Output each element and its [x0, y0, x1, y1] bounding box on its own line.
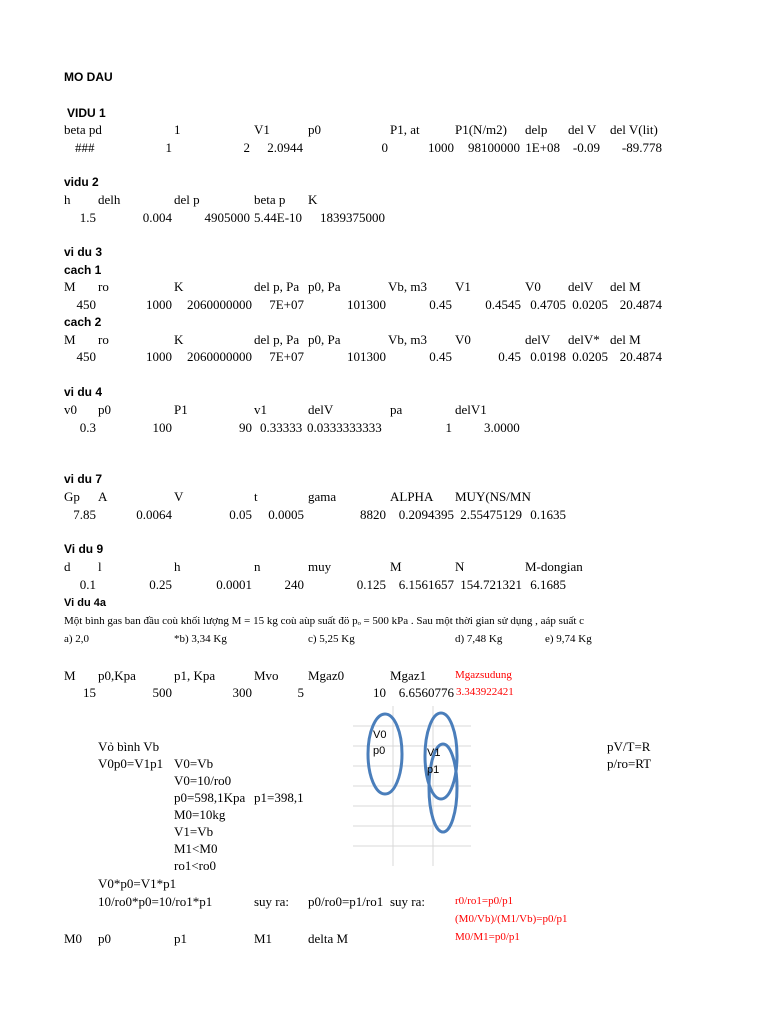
value-cell: 1.5	[79, 210, 96, 225]
note-line: M1<M0	[174, 841, 218, 856]
label-p0: p0	[373, 745, 386, 757]
note-line: suy ra:	[254, 894, 290, 909]
header-cell: V0	[525, 279, 541, 294]
header-cell: p1, Kpa	[174, 668, 216, 683]
value-cell: 10	[373, 685, 386, 700]
note-line: V0=Vb	[174, 756, 214, 771]
choice-b: *b) 3,34 Kg	[174, 633, 227, 645]
note-line: V0p0=V1p1	[98, 756, 164, 771]
header-cell: t	[254, 489, 258, 504]
vidu4a-title: Vi du 4a	[64, 597, 106, 609]
value-cell: 7.85	[73, 507, 96, 522]
value-cell: 20.4874	[619, 349, 662, 364]
vidu7-title: vi du 7	[64, 472, 103, 486]
header-cell: del M	[610, 332, 641, 347]
header-cell: delV	[568, 279, 594, 294]
header-cell: del p, Pa	[254, 332, 300, 347]
header-cell: ALPHA	[390, 489, 434, 504]
note-gas-law-2: p/ro=RT	[607, 756, 652, 771]
header-cell: l	[98, 559, 102, 574]
header-cell: M	[64, 279, 76, 294]
gas-volume-sketch	[353, 706, 471, 866]
note-line: 10/ro0*p0=10/ro1*p1	[98, 894, 213, 909]
value-cell: 0.0205	[572, 349, 608, 364]
value-cell: -0.09	[572, 140, 600, 155]
header-cell: Vb, m3	[388, 279, 427, 294]
value-cell: 15	[83, 685, 96, 700]
header-cell: V	[174, 489, 184, 504]
value-cell: 100	[152, 420, 172, 435]
header-cell: muy	[308, 559, 332, 574]
header-cell: P1	[174, 402, 188, 417]
value-cell: 1	[445, 420, 452, 435]
header-cell: h	[174, 559, 181, 574]
note-gas-law-1: pV/T=R	[607, 739, 651, 754]
header-cell: MUY(NS/MN	[455, 489, 531, 504]
value-cell: 20.4874	[619, 297, 662, 312]
value-cell: 0.0005	[268, 507, 304, 522]
value-cell: 0.45	[429, 297, 452, 312]
value-cell: 0.125	[356, 577, 386, 592]
label-p1: p1	[427, 764, 440, 776]
value-cell: 1000	[146, 297, 172, 312]
header-cell: delh	[98, 192, 121, 207]
value-cell: 98100000	[468, 140, 520, 155]
header-cell: del p	[174, 192, 200, 207]
section-title-mo-dau: MO DAU	[64, 70, 113, 84]
header-cell: p0, Pa	[308, 332, 341, 347]
final-header-cell: p1	[174, 931, 187, 946]
header-cell: 1	[174, 122, 181, 137]
header-cell: beta pd	[64, 122, 102, 137]
header-cell: delV	[308, 402, 334, 417]
header-cell: delV	[525, 332, 551, 347]
value-cell: 6.1561657	[398, 577, 454, 592]
header-cell: beta p	[254, 192, 286, 207]
header-cell: del V(lit)	[610, 122, 658, 137]
value-cell: 1	[165, 140, 172, 155]
header-cell: v1	[254, 402, 267, 417]
vidu3-cach1-title: cach 1	[64, 263, 102, 277]
header-cell: Vb, m3	[388, 332, 427, 347]
header-cell: gama	[308, 489, 337, 504]
value-cell: 101300	[347, 297, 386, 312]
value-cell: 0.05	[229, 507, 252, 522]
header-cell: K	[174, 279, 184, 294]
note-line: ro1<ro0	[174, 858, 216, 873]
choice-d: d) 7,48 Kg	[455, 633, 503, 645]
header-cell: Mgaz0	[308, 668, 345, 683]
note-line: p0/ro0=p1/ro1	[308, 894, 384, 909]
value-cell: 1000	[146, 349, 172, 364]
value-cell: 0.0198	[530, 349, 566, 364]
value-cell: 5.44E-10	[254, 210, 303, 225]
value-cell: 4905000	[204, 210, 250, 225]
value-cell: 450	[76, 349, 96, 364]
header-cell: P1, at	[390, 122, 420, 137]
value-cell: 0.4705	[530, 297, 566, 312]
vidu2-title: vidu 2	[64, 175, 99, 189]
header-cell: delV*	[568, 332, 600, 347]
choice-e: e) 9,74 Kg	[545, 633, 592, 645]
header-cell: ro	[98, 279, 109, 294]
vidu4-title: vi du 4	[64, 385, 103, 399]
note-line: V0*p0=V1*p1	[98, 876, 177, 891]
note-line: Vỏ bình Vb	[98, 739, 160, 754]
header-cell-highlight: Mgazsudung	[455, 669, 512, 681]
header-cell: pa	[390, 402, 403, 417]
header-cell: M-dongian	[525, 559, 583, 574]
header-cell: ro	[98, 332, 109, 347]
final-header-cell: p0	[98, 931, 111, 946]
label-v1: V1	[427, 747, 441, 759]
header-cell: del p, Pa	[254, 279, 300, 294]
note-line: V0=10/ro0	[174, 773, 232, 788]
header-cell: V0	[455, 332, 471, 347]
value-cell: 240	[284, 577, 304, 592]
value-cell: 90	[239, 420, 252, 435]
value-cell: 7E+07	[269, 297, 304, 312]
choice-c: c) 5,25 Kg	[308, 633, 355, 645]
header-cell: v0	[64, 402, 77, 417]
value-cell: 0.4545	[485, 297, 521, 312]
value-cell-highlight: 3.343922421	[456, 686, 514, 698]
note-red-line: r0/ro1=p0/p1	[455, 895, 514, 907]
note-line: p1=398,1	[254, 790, 304, 805]
value-cell: 0.2094395	[398, 507, 454, 522]
header-cell: Gp	[64, 489, 80, 504]
value-cell: 0.45	[498, 349, 521, 364]
value-cell: 0.0205	[572, 297, 608, 312]
value-cell: 3.0000	[484, 420, 520, 435]
vidu9-title: Vi du 9	[64, 542, 104, 556]
value-cell: 450	[76, 297, 96, 312]
header-cell: M	[390, 559, 402, 574]
final-header-cell: M1	[254, 931, 273, 946]
header-cell: Mvo	[254, 668, 279, 683]
header-cell: K	[308, 192, 318, 207]
header-cell: p0	[98, 402, 111, 417]
header-cell: V1	[254, 122, 270, 137]
vidu3-cach2-title: cach 2	[64, 315, 102, 329]
header-cell: delV1	[455, 402, 487, 417]
final-header-cell: M0	[64, 931, 83, 946]
value-cell: 2060000000	[187, 297, 252, 312]
label-v0: V0	[373, 729, 387, 741]
choice-a: a) 2,0	[64, 633, 90, 645]
note-line: M0=10kg	[174, 807, 226, 822]
value-cell: 2.55475129	[460, 507, 522, 522]
value-cell: 0.45	[429, 349, 452, 364]
header-cell: del V	[568, 122, 597, 137]
vidu1-title: VIDU 1	[67, 106, 106, 120]
value-cell: 0.33333	[260, 420, 303, 435]
header-cell: P1(N/m2)	[455, 122, 507, 137]
value-cell: 0.0001	[216, 577, 252, 592]
value-cell: 6.1685	[530, 577, 566, 592]
header-cell: p0	[308, 122, 321, 137]
note-red-line: M0/M1=p0/p1	[455, 931, 520, 943]
value-cell: 2	[243, 140, 250, 155]
header-cell: del M	[610, 279, 641, 294]
value-cell: 0.004	[142, 210, 172, 225]
header-cell: p0,Kpa	[98, 668, 136, 683]
value-cell: 0.1	[79, 577, 96, 592]
value-cell: 0	[381, 140, 388, 155]
value-cell: 7E+07	[269, 349, 304, 364]
vidu4a-problem-text: Một bình gas ban đầu coù khối lượng M = 15 kg coù aùp suất đö pₒ = 500 kPa . Sau một thời gian sử dụng , aáp suất c	[64, 616, 585, 627]
value-cell: 2060000000	[187, 349, 252, 364]
header-cell: p0, Pa	[308, 279, 341, 294]
value-cell: 5	[297, 685, 304, 700]
value-cell: 500	[152, 685, 172, 700]
value-cell: ###	[75, 140, 95, 155]
value-cell: 6.6560776	[398, 685, 454, 700]
value-cell: 8820	[360, 507, 386, 522]
note-line: suy ra:	[390, 894, 426, 909]
value-cell: 101300	[347, 349, 386, 364]
final-header-cell: delta M	[308, 931, 349, 946]
header-cell: V1	[455, 279, 471, 294]
value-cell: 1E+08	[525, 140, 560, 155]
value-cell: 2.0944	[267, 140, 303, 155]
value-cell: -89.778	[621, 140, 662, 155]
value-cell: 0.3	[79, 420, 96, 435]
note-red-line: (M0/Vb)/(M1/Vb)=p0/p1	[455, 913, 568, 925]
header-cell: N	[455, 559, 465, 574]
header-cell: h	[64, 192, 71, 207]
header-cell: A	[98, 489, 108, 504]
header-cell: K	[174, 332, 184, 347]
header-cell: M	[64, 332, 76, 347]
note-line: p0=598,1Kpa	[174, 790, 246, 805]
header-cell: Mgaz1	[390, 668, 427, 683]
value-cell: 1839375000	[320, 210, 385, 225]
value-cell: 0.0333333333	[307, 420, 382, 435]
header-cell: M	[64, 668, 76, 683]
value-cell: 154.721321	[460, 577, 522, 592]
header-cell: d	[64, 559, 71, 574]
vidu3-title: vi du 3	[64, 245, 103, 259]
header-cell: n	[254, 559, 261, 574]
note-line: V1=Vb	[174, 824, 214, 839]
value-cell: 0.0064	[136, 507, 172, 522]
value-cell: 1000	[428, 140, 454, 155]
header-cell: delp	[525, 122, 548, 137]
value-cell: 0.25	[149, 577, 172, 592]
value-cell: 300	[232, 685, 252, 700]
value-cell: 0.1635	[530, 507, 566, 522]
